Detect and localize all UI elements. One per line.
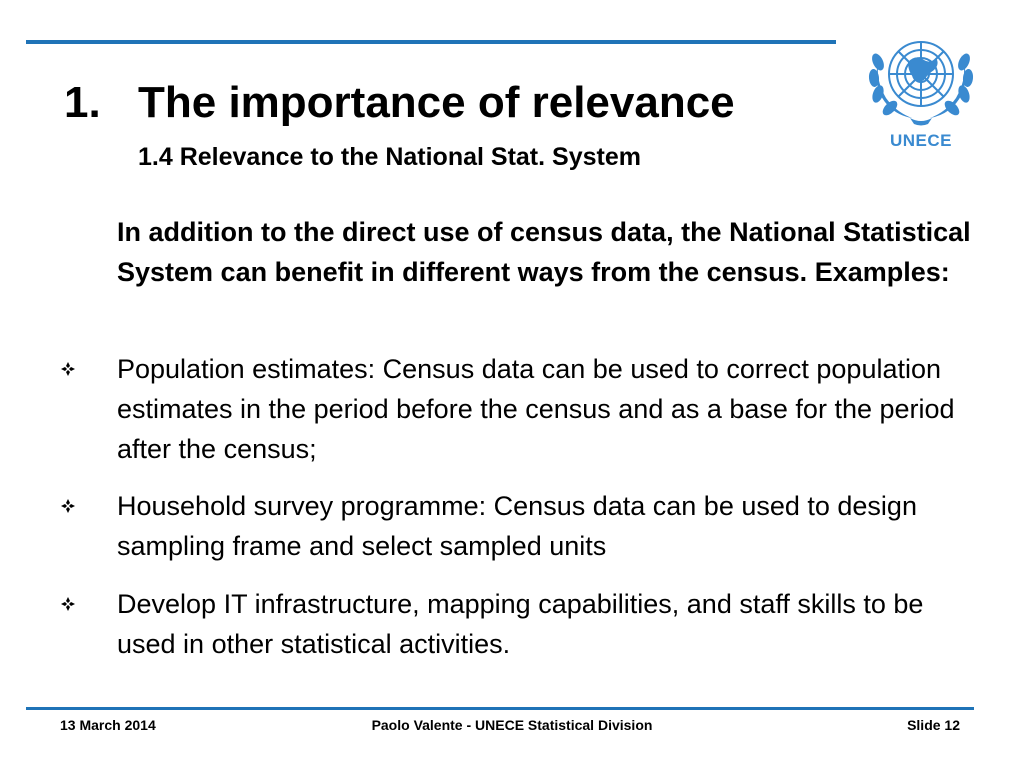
footer-author: Paolo Valente - UNECE Statistical Division [371,717,653,733]
bottom-divider [26,707,974,710]
logo-text: UNECE [889,131,952,150]
intro-paragraph: In addition to the direct use of census data, the National Statistical System can benefit in different ways from the census. Examples: [117,217,971,287]
title-number: 1. [64,78,101,127]
diamond-bullet-icon [60,361,76,377]
slide-title: The importance of relevance [138,78,735,127]
slide-number: Slide 12 [907,717,960,733]
un-emblem-icon [858,22,984,132]
top-divider [26,40,836,44]
slide-subtitle: 1.4 Relevance to the National Stat. System [138,143,641,171]
bullet-text: Household survey programme: Census data can be used to design sampling frame and select sampled units [117,491,917,561]
unece-logo [858,22,984,152]
bullet-text: Population estimates: Census data can be used to correct population estimates in the period before the census and as a base for the period after the census; [117,354,955,464]
footer-date: 13 March 2014 [60,717,156,733]
bullet-text: Develop IT infrastructure, mapping capabilities, and staff skills to be used in other statistical activities. [117,589,924,659]
diamond-bullet-icon [60,596,76,612]
diamond-bullet-icon [60,498,76,514]
